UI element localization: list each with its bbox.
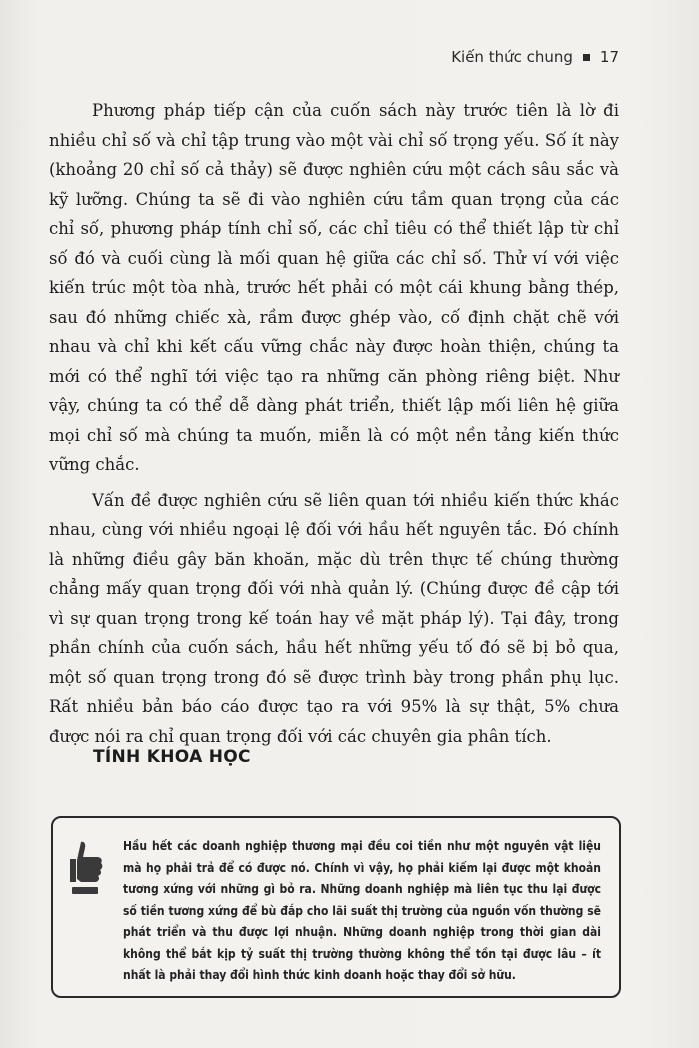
header-separator (583, 54, 590, 61)
body-text (49, 96, 619, 757)
paragraph-2: Vấn đề được nghiên cứu sẽ liên quan tới nhiều kiến thức khác nhau, cùng với nhiều ngoại lệ đối với hầu hết nguyên tắc. Đó chính là những điều gây băn khoăn, mặc dù trên thực tế chúng thường chẳng mấy quan trọng đối với nhà quản lý. (Chúng được đề cập tới vì sự quan trọng trong kế toán hay về mặt pháp lý). Tại đây, trong phần chính của cuốn sách, hầu hết những yếu tố đó sẽ bị bỏ qua, một số quan trọng trong đó sẽ được trình bày trong phần phụ lục. Rất nhiều bản báo cáo được tạo ra với 95% là sự thật, 5% chưa được nói ra chỉ quan trọng đối với các chuyên gia phân tích. (49, 490, 619, 746)
page-number: 17 (599, 48, 619, 66)
callout-text: Hầu hết các doanh nghiệp thương mại đều coi tiền như một nguyên vật liệu mà họ phải trả để có được nó. Chính vì vậy, họ phải kiếm lại được một khoản tương xứng với những gì bỏ ra. Những doanh nghiệp mà liên tục thu lại được số tiền tương xứng để bù đắp cho lãi suất thị trường của nguồn vốn thường sẽ phát triển và thu được lợi nhuận. Những doanh nghiệp trong thời gian dài không thể bắt kịp tỷ suất thị trường thường không thể tồn tại được lâu – ít nhất là phải thay đổi hình thức kinh doanh hoặc thay đổi sở hữu. (123, 839, 601, 982)
callout-box (51, 816, 621, 998)
thumbs-up-icon (69, 838, 105, 898)
section-heading: TÍNH KHOA HỌC (93, 747, 251, 767)
paragraph-1: Phương pháp tiếp cận của cuốn sách này trước tiên là lờ đi nhiều chỉ số và chỉ tập trung vào một vài chỉ số trọng yếu. Số ít này (khoảng 20 chỉ số cả thảy) sẽ được nghiên cứu một cách sâu sắc và kỹ lưỡng. Chúng ta sẽ đi vào nghiên cứu tầm quan trọng của các chỉ số, phương pháp tính chỉ số, các chỉ tiêu có thể thiết lập từ chỉ số đó và cuối cùng là mối quan hệ giữa các chỉ số. Thử ví với việc kiến trúc một tòa nhà, trước hết phải có một cái khung bằng thép, sau đó những chiếc xà, rầm được ghép vào, cố định chặt chẽ với nhau và chỉ khi kết cấu vững chắc này được hoàn thiện, chúng ta mới có thể nghĩ tới việc tạo ra những căn phòng riêng biệt. Như vậy, chúng ta có thể dễ dàng phát triển, thiết lập mối liên hệ giữa mọi chỉ số mà chúng ta muốn, miễn là có một nền tảng kiến thức vững chắc. (49, 101, 619, 474)
header-section-title: Kiến thức chung (451, 48, 573, 66)
running-header (451, 48, 619, 66)
